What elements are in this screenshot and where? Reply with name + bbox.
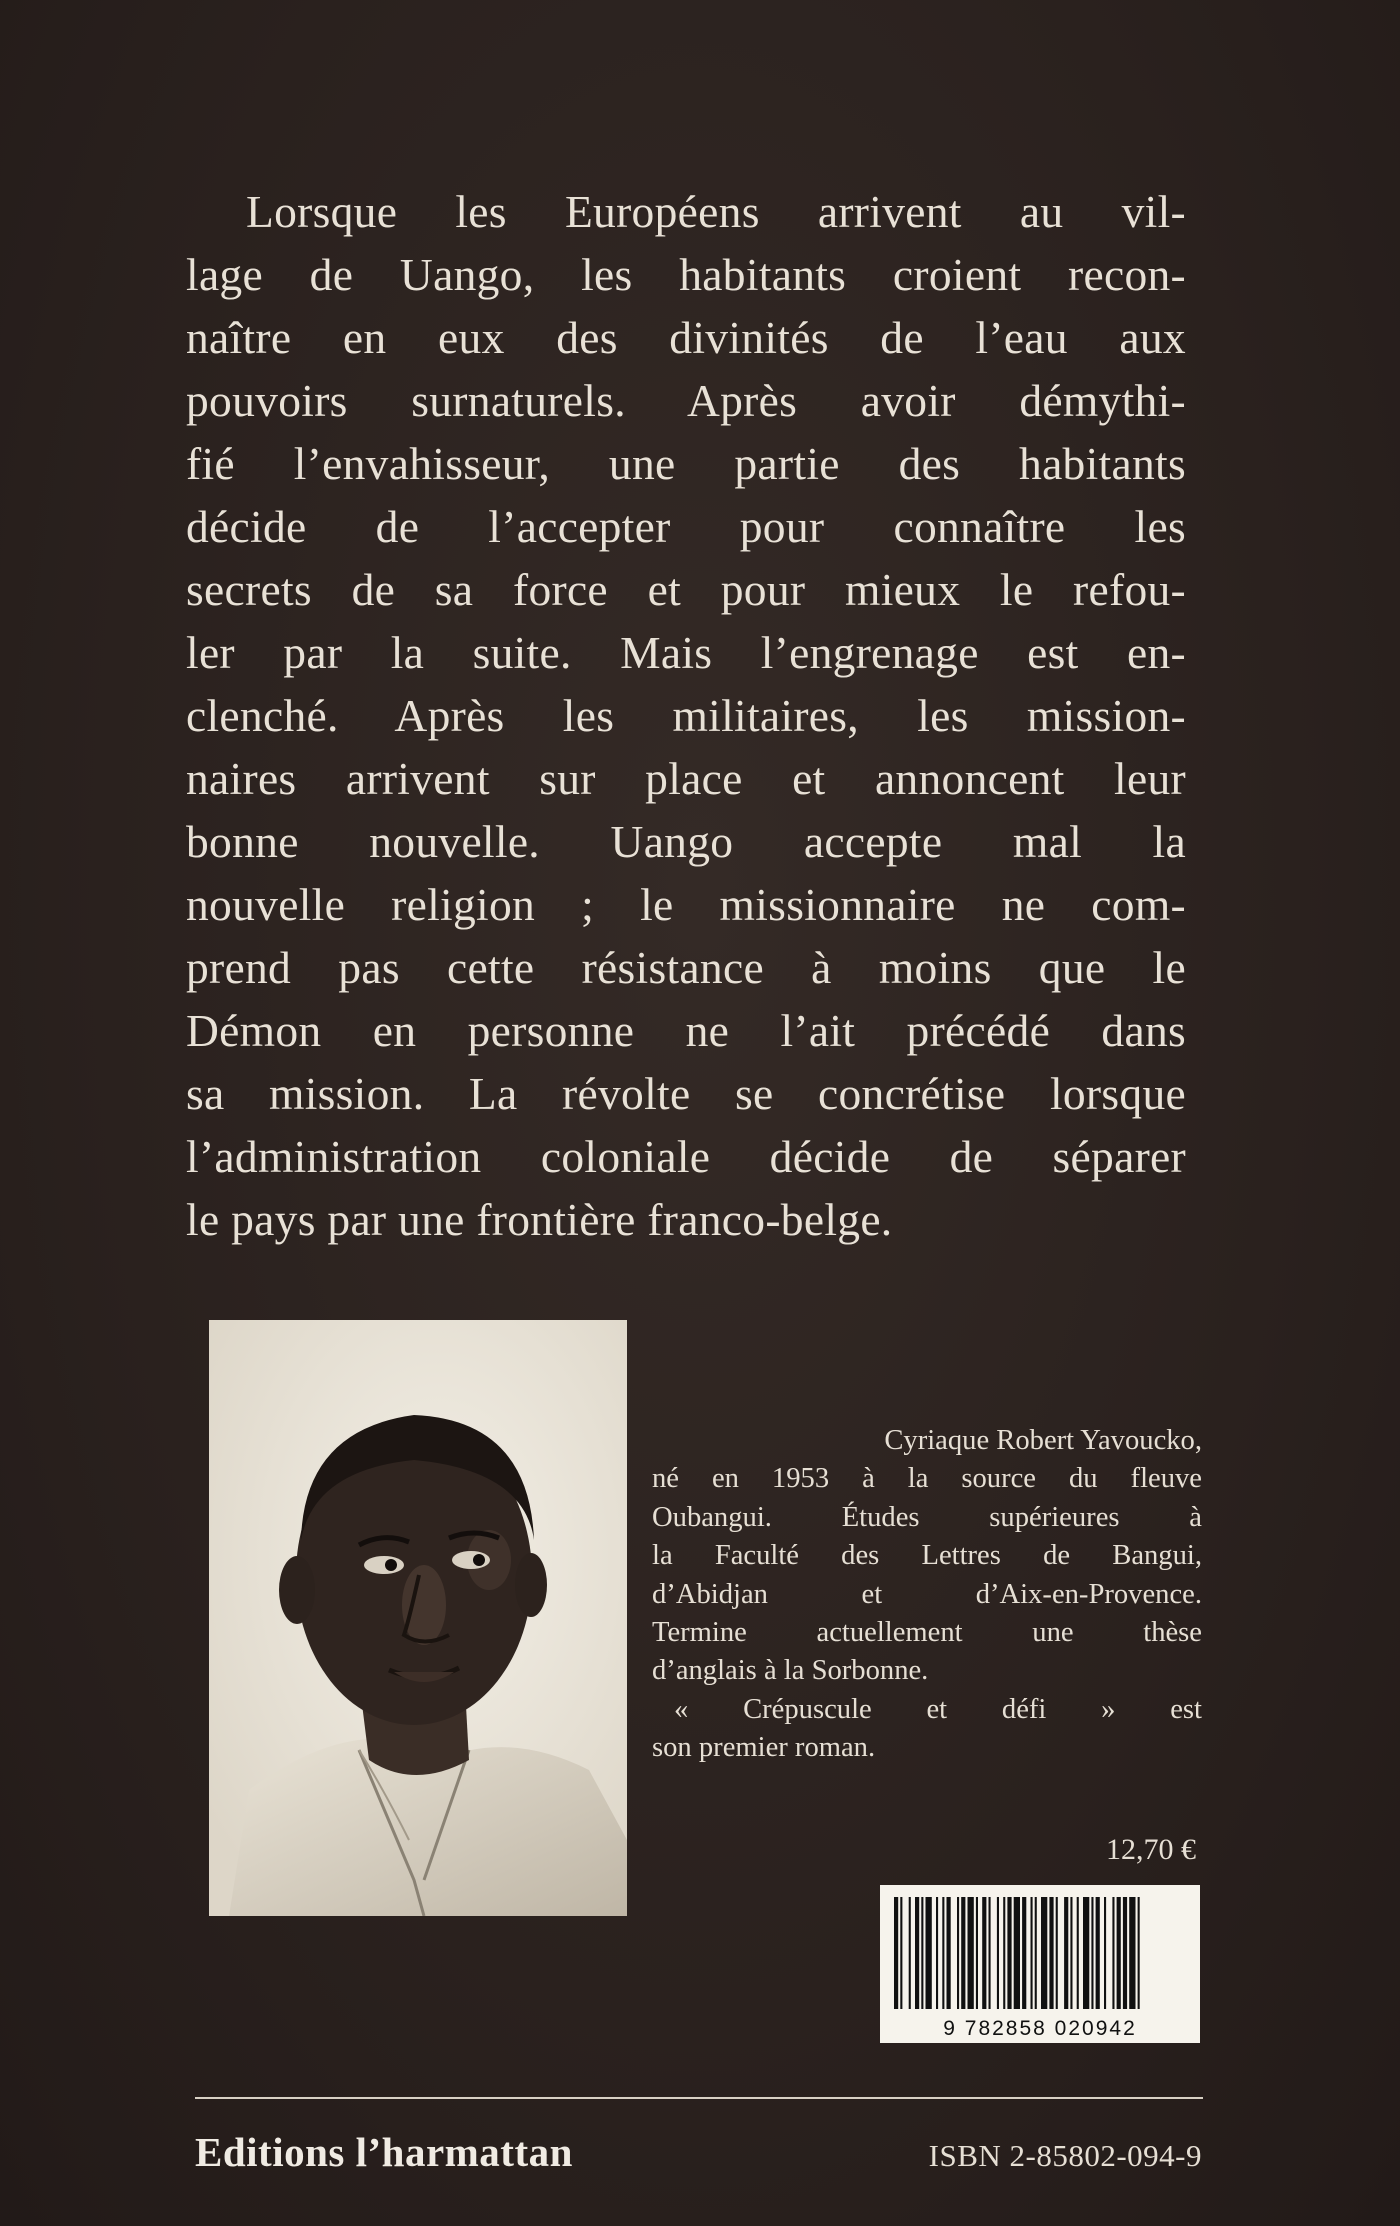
- barcode-bar: [909, 1897, 911, 2009]
- barcode-bar: [947, 1897, 951, 2009]
- barcode-bar: [915, 1897, 919, 2009]
- barcode-bar: [900, 1897, 902, 2009]
- blurb-line: nouvelle religion ; le missionnaire ne com-: [186, 879, 1186, 930]
- barcode-bar: [1031, 1897, 1033, 2009]
- bio-line: Cyriaque Robert Yavoucko,: [884, 1425, 1202, 1456]
- blurb-line: décide de l’accepter pour connaître les: [186, 501, 1186, 552]
- publisher-name: Editions l’harmattan: [195, 2129, 573, 2175]
- barcode-icon: [880, 1885, 1200, 2043]
- bio-line: d’Abidjan et d’Aix-en-Provence.: [652, 1578, 1202, 1610]
- barcode-bar: [989, 1897, 991, 2009]
- blurb-line: lage de Uango, les habitants croient recon-: [186, 249, 1186, 300]
- barcode-bar: [976, 1897, 978, 2009]
- bio-line: la Faculté des Lettres de Bangui,: [652, 1540, 1202, 1572]
- barcode-bar: [1083, 1897, 1089, 2009]
- barcode-bar: [1129, 1897, 1135, 2009]
- barcode-bar: [1049, 1897, 1053, 2009]
- author-bio: [652, 1422, 1202, 1768]
- author-portrait-image: [209, 1320, 627, 1916]
- blurb-line: clenché. Après les militaires, les mission-: [186, 690, 1186, 741]
- barcode-bar: [1070, 1897, 1072, 2009]
- bio-line: né en 1953 à la source du fleuve: [652, 1463, 1202, 1495]
- barcode-bar: [1014, 1897, 1020, 2009]
- barcode-bar: [1096, 1897, 1100, 2009]
- barcode: [880, 1885, 1200, 2043]
- price-label: 12,70 €: [1106, 1833, 1196, 1866]
- bio-line: Oubangui. Études supérieures à: [652, 1501, 1202, 1533]
- barcode-bar: [1077, 1897, 1079, 2009]
- barcode-bar: [1064, 1897, 1068, 2009]
- blurb-line: ler par la suite. Mais l’engrenage est en-: [186, 627, 1186, 678]
- barcode-bar: [1007, 1897, 1011, 2009]
- barcode-bar: [1041, 1897, 1047, 2009]
- blurb-line: naires arrivent sur place et annoncent leur: [186, 753, 1186, 804]
- blurb-line: bonne nouvelle. Uango accepte mal la: [186, 816, 1186, 867]
- barcode-bar: [1022, 1897, 1026, 2009]
- bio-line: son premier roman.: [652, 1732, 876, 1764]
- barcode-bar: [1138, 1897, 1140, 2009]
- barcode-bar: [942, 1897, 944, 2009]
- barcode-bar: [1117, 1897, 1121, 2009]
- blurb-line: naître en eux des divinités de l’eau aux: [186, 312, 1186, 363]
- blurb-line: sa mission. La révolte se concrétise lorsque: [186, 1068, 1186, 1119]
- blurb-line: secrets de sa force et pour mieux le refou-: [186, 564, 1186, 615]
- barcode-bar: [1035, 1897, 1037, 2009]
- blurb-line: l’administration coloniale décide de séparer: [186, 1131, 1186, 1182]
- isbn-label: ISBN 2-85802-094-9: [928, 2138, 1202, 2173]
- barcode-bar: [894, 1897, 898, 2009]
- barcode-bar: [968, 1897, 974, 2009]
- blurb-line: prend pas cette résistance à moins que le: [186, 942, 1186, 993]
- barcode-bar: [1056, 1897, 1058, 2009]
- barcode-bar: [961, 1897, 965, 2009]
- barcode-bar: [1123, 1897, 1127, 2009]
- blurb-line: Lorsque les Européens arrivent au vil-: [246, 186, 1186, 237]
- barcode-number: 9 782858 020942: [943, 2017, 1137, 2040]
- divider-line: [195, 2097, 1203, 2099]
- barcode-bar: [997, 1897, 999, 2009]
- bio-line: « Crépuscule et défi » est: [674, 1693, 1202, 1725]
- barcode-bar: [1003, 1897, 1005, 2009]
- barcode-bar: [921, 1897, 923, 2009]
- barcode-bar: [982, 1897, 986, 2009]
- blurb-text: [186, 180, 1186, 1251]
- blurb-line: Démon en personne ne l’ait précédé dans: [186, 1005, 1186, 1056]
- blurb-line: fié l’envahisseur, une partie des habitants: [186, 438, 1186, 489]
- barcode-bar: [1104, 1897, 1106, 2009]
- barcode-bar: [1112, 1897, 1114, 2009]
- barcode-bar: [926, 1897, 932, 2009]
- blurb-line: le pays par une frontière franco-belge.: [186, 1194, 893, 1245]
- barcode-bar: [1091, 1897, 1093, 2009]
- bio-line: Termine actuellement une thèse: [652, 1617, 1202, 1649]
- bio-line: d’anglais à la Sorbonne.: [652, 1655, 929, 1687]
- barcode-bar: [957, 1897, 959, 2009]
- barcode-bar: [936, 1897, 938, 2009]
- author-photo: [209, 1320, 627, 1916]
- blurb-line: pouvoirs surnaturels. Après avoir démythi-: [186, 375, 1186, 426]
